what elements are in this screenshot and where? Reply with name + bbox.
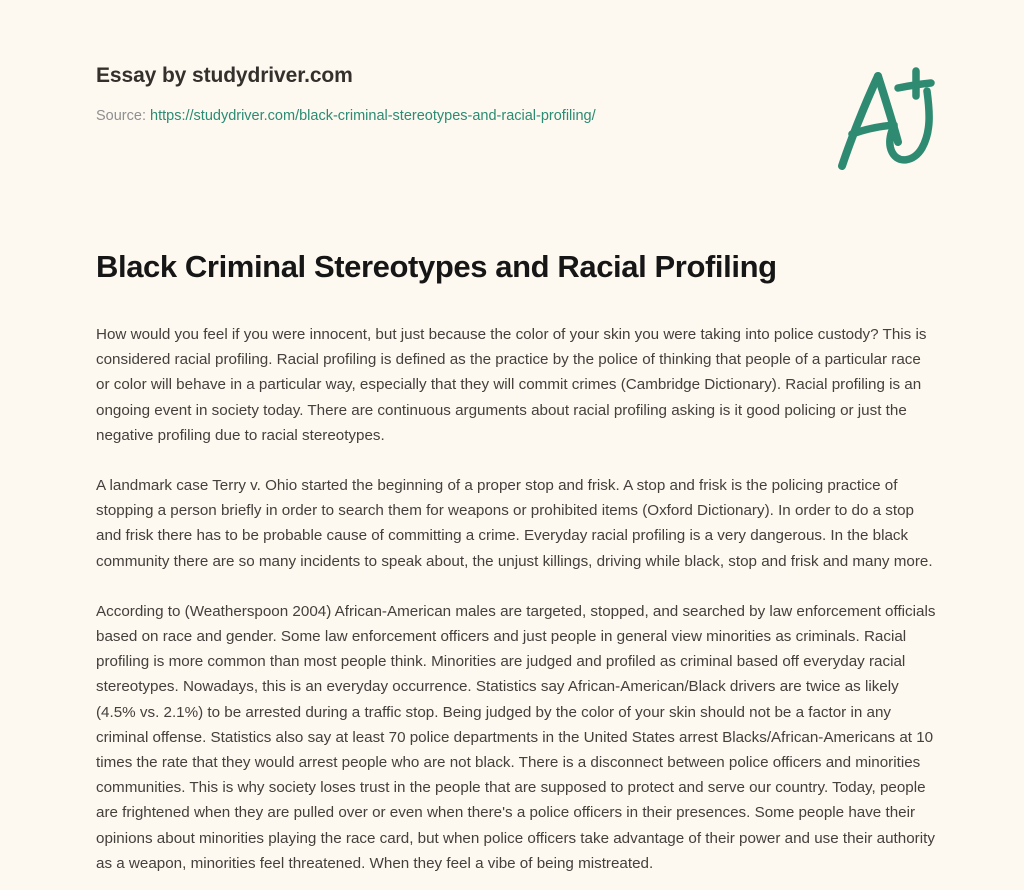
paragraph: A landmark case Terry v. Ohio started the beginning of a proper stop and frisk. A stop and frisk is the policing practice of stopping a person briefly in order to search them for weapons or prohibited items (Oxford Dictionary). In order to do a stop and frisk there has to be probable cause of committing a crime. Everyday racial profiling is a very dangerous. In the black community there are so many incidents to speak about, the unjust killings, driving while black, stop and frisk and many more. xyxy=(96,477,933,570)
a-plus-logo-icon xyxy=(830,58,942,176)
paragraph: According to (Weatherspoon 2004) African-American males are targeted, stopped, and searched by law enforcement officials based on race and gender. Some law enforcement officers and just people in general view minorities as criminals. Racial profiling is more common than most people think. Minorities are judged and profiled as criminal based off everyday racial stereotypes. Nowadays, this is an everyday occurrence. Statistics say African-American/Black drivers are twice as likely (4.5% vs. 2.1%) to be arrested during a traffic stop. Being judged by the color of your skin should not be a factor in any criminal offense. Statistics also say at least 70 police departments in the United States arrest Blacks/African-Americans at 10 times the rate that they would arrest people who are not black. There is a disconnect between police officers and minorities communities. This is why society loses trust in the people that are supposed to protect and serve our country. Today, people are frightened when they are pulled over or even when there's a police officers in their presences. Some people have their opinions about minorities playing the race card, but when police officers take advantage of their power and use their authority as a weapon, minorities feel threatened. When they feel a vibe of being mistreated. xyxy=(96,602,936,872)
article-body xyxy=(96,248,938,876)
source-url-link[interactable]: https://studydriver.com/black-criminal-stereotypes-and-racial-profiling/ xyxy=(150,108,596,124)
page-title: Black Criminal Stereotypes and Racial Profiling xyxy=(96,249,777,284)
source-label: Source: xyxy=(96,108,146,124)
paragraph: How would you feel if you were innocent, but just because the color of your skin you were taking into police custody? This is considered racial profiling. Racial profiling is defined as the practice by the police of thinking that people of a particular race or color will behave in a particular way, especially that they will commit crimes (Cambridge Dictionary). Racial profiling is an ongoing event in society today. There are continuous arguments about racial profiling asking is it good policing or just the negative profiling due to racial stereotypes. xyxy=(96,326,927,444)
a-plus-logo xyxy=(830,58,942,176)
essay-attribution: Essay by studydriver.com xyxy=(96,64,353,87)
source-line xyxy=(96,106,936,126)
document-header xyxy=(96,62,936,172)
